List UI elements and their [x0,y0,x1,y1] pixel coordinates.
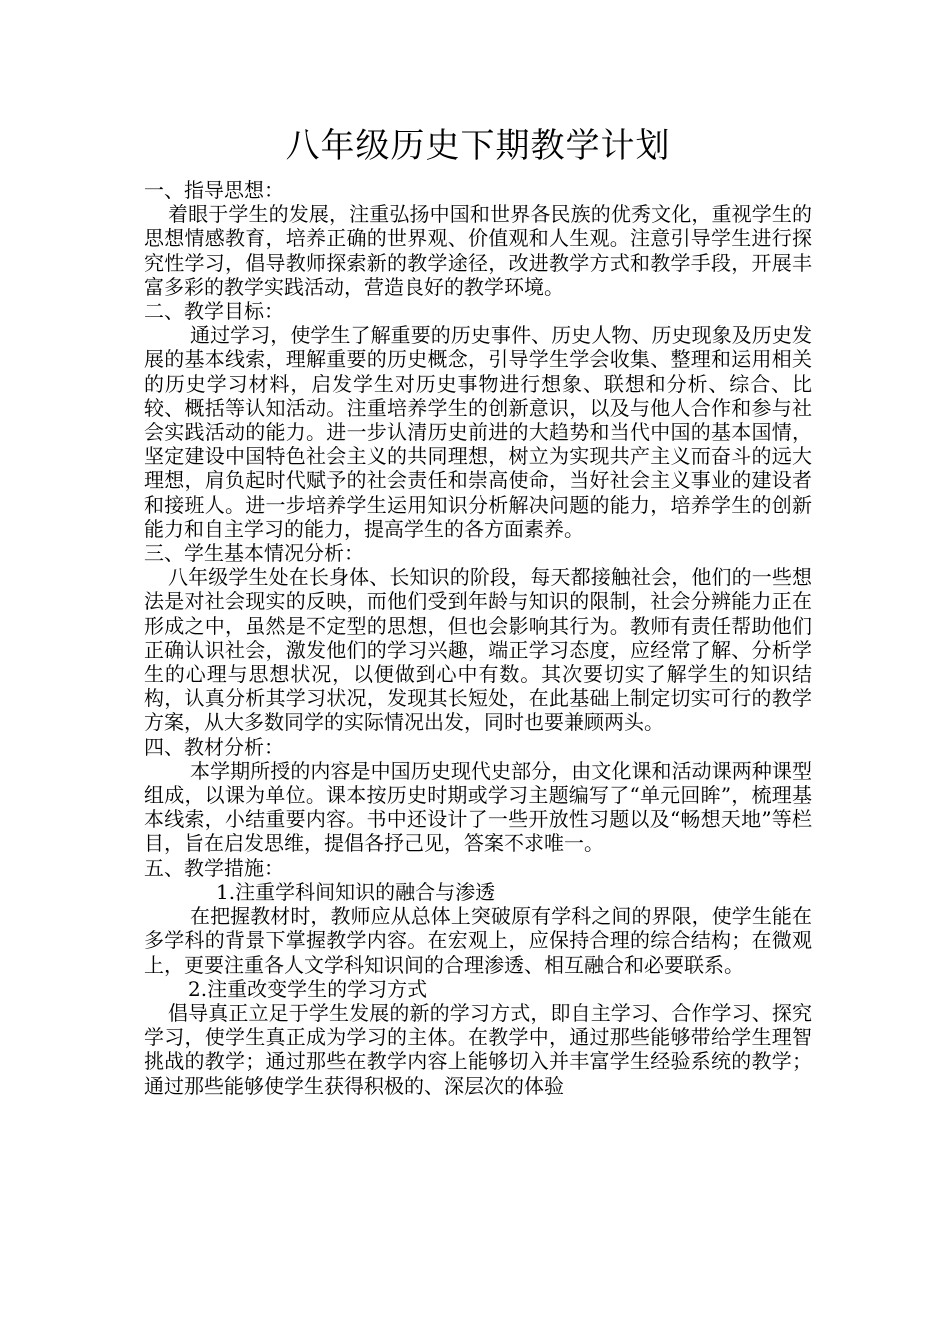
section-heading-student-analysis: 三、学生基本情况分析： [144,541,364,566]
subheading-learning-style: 2.注重改变学生的学习方式 [188,976,428,1001]
section-heading-teaching-measures: 五、教学措施： [144,855,284,880]
section-paragraph-guiding-ideology: 着眼于学生的发展，注重弘扬中国和世界各民族的优秀文化，重视学生的思想情感教育，培养正确的世界观、价值观和人生观。注意引导学生进行探究性学习，倡导教师探索新的教学途径，改进教学方式和教学手段，开展丰富多彩的教学实践活动，营造良好的教学环境。 [144,202,812,299]
section-heading-teaching-goals: 二、教学目标： [144,299,284,324]
paragraph-knowledge-integration: 在把握教材时，教师应从总体上突破原有学科之间的界限，使学生能在多学科的背景下掌握教学内容。在宏观上，应保持合理的综合结构；在微观上，更要注重各人文学科知识间的合理渗透、相互融合和必要联系。 [144,904,812,977]
section-paragraph-teaching-goals: 通过学习，使学生了解重要的历史事件、历史人物、历史现象及历史发展的基本线索，理解重要的历史概念，引导学生学会收集、整理和运用相关的历史学习材料，启发学生对历史事物进行想象、联想和分析、综合、比较、概括等认知活动。注重培养学生的创新意识，以及与他人合作和参与社会实践活动的能力。进一步认清历史前进的大趋势和当代中国的基本国情，坚定建设中国特色社会主义的共同理想，树立为实现共产主义而奋斗的远大理想，肩负起时代赋予的社会责任和崇高使命，当好社会主义事业的建设者和接班人。进一步培养学生运用知识分析解决问题的能力，培养学生的创新能力和自主学习的能力，提高学生的各方面素养。 [144,323,812,541]
section-paragraph-textbook-analysis: 本学期所授的内容是中国历史现代史部分，由文化课和活动课两种课型组成，以课为单位。课本按历史时期或学习主题编写了“单元回眸”，梳理基本线索，小结重要内容。书中还设计了一些开放性习题以及“畅想天地”等栏目，旨在启发思维，提倡各抒己见，答案不求唯一。 [144,758,812,856]
section-heading-textbook-analysis: 四、教材分析： [144,734,284,759]
section-heading-guiding-ideology: 一、指导思想： [144,178,284,202]
section-paragraph-student-analysis: 八年级学生处在长身体、长知识的阶段，每天都接触社会，他们的一些想法是对社会现实的反映，而他们受到年龄与知识的限制，社会分辨能力正在形成之中，虽然是不定型的思想，但也会影响其行为。教师有责任帮助他们正确认识社会，激发他们的学习兴趣，端正学习态度，应经常了解、分析学生的心理与思想状况，以便做到心中有数。其次要切实了解学生的知识结构，认真分析其学习状况，发现其长短处，在此基础上制定切实可行的教学方案，从大多数同学的实际情况出发，同时也要兼顾两头。 [144,565,812,735]
document-page [144,126,812,1098]
subheading-knowledge-integration: 1.注重学科间知识的融合与渗透 [216,879,496,904]
document-title: 八年级历史下期教学计划 [285,126,671,166]
paragraph-learning-style: 倡导真正立足于学生发展的新的学习方式，即自主学习、合作学习、探究学习，使学生真正成为学习的主体。在教学中，通过那些能够带给学生理智挑战的教学；通过那些在教学内容上能够切入并丰富学生经验系统的教学；通过那些能够使学生获得积极的、深层次的体验 [144,1000,812,1098]
